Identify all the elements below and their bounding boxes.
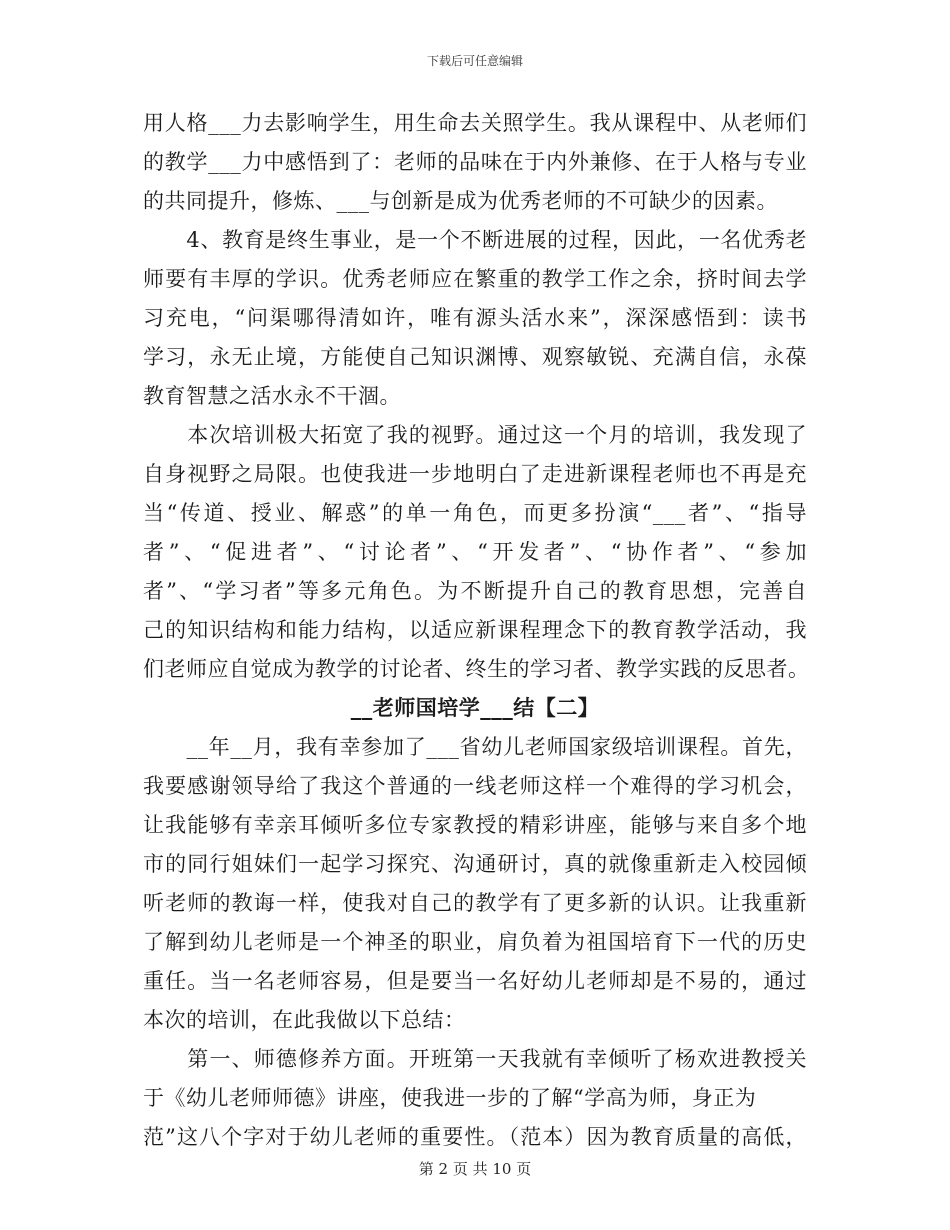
body-line: 者”、“促进者”、“讨论者”、“开发者”、“协作者”、“参加 (143, 540, 807, 564)
body-line: 己的知识结构和能力结构，以适应新课程理念下的教育教学活动，我 (143, 618, 807, 642)
body-line: 的共同提升，修炼、___与创新是成为优秀老师的不可缺少的因素。 (143, 189, 778, 213)
body-line: 于《幼儿老师师德》讲座，使我进一步的了解“学高为师，身正为 (143, 1086, 757, 1110)
body-line: 重任。当一名老师容易，但是要当一名好幼儿老师却是不易的，通过 (143, 969, 807, 993)
body-line: 当“传道、授业、解惑”的单一角色，而更多扮演“___者”、“指导 (143, 501, 807, 525)
section-title: __老师国培学___结【二】 (350, 696, 600, 720)
body-line: 自身视野之局限。也使我进一步地明白了走进新课程老师也不再是充 (143, 462, 807, 486)
body-line: 习充电，“问渠哪得清如许，唯有源头活水来”，深深感悟到：读书 (143, 306, 807, 330)
body-line: 们老师应自觉成为教学的讨论者、终生的学习者、教学实践的反思者。 (143, 657, 810, 681)
body-line: 学习，永无止境，方能使自己知识渊博、观察敏锐、充满自信，永葆 (143, 345, 807, 369)
body-line: 用人格___力去影响学生，用生命去关照学生。我从课程中、从老师们 (143, 111, 807, 135)
body-line: 教育智慧之活水永不干涸。 (143, 384, 401, 408)
body-line: __年__月，我有幸参加了___省幼儿老师国家级培训课程。首先， (143, 735, 807, 759)
body-line: 听老师的教诲一样，使我对自己的教学有了更多新的认识。让我重新 (143, 891, 807, 915)
body-line: 师要有丰厚的学识。优秀老师应在繁重的教学工作之余，挤时间去学 (143, 267, 807, 291)
body-line: 范”这八个字对于幼儿老师的重要性。（范本）因为教育质量的高低， (143, 1125, 807, 1149)
body-line: 的教学___力中感悟到了：老师的品味在于内外兼修、在于人格与专业 (143, 150, 807, 174)
body-line: 我要感谢领导给了我这个普通的一线老师这样一个难得的学习机会， (143, 774, 807, 798)
body-line: 本次的培训，在此我做以下总结： (143, 1008, 466, 1032)
document-body (143, 104, 810, 1157)
body-line: 第一、师德修养方面。开班第一天我就有幸倾听了杨欢进教授关 (143, 1047, 807, 1071)
body-line: 者”、“学习者”等多元角色。为不断提升自己的教育思想，完善自 (143, 579, 807, 603)
body-line: 市的同行姐妹们一起学习探究、沟通研讨，真的就像重新走入校园倾 (143, 852, 807, 876)
body-line: 本次培训极大拓宽了我的视野。通过这一个月的培训，我发现了 (143, 423, 807, 447)
body-line: 让我能够有幸亲耳倾听多位专家教授的精彩讲座，能够与来自多个地 (143, 813, 807, 837)
page-footer: 第 2 页 共 10 页 (418, 1160, 532, 1178)
body-line: 了解到幼儿老师是一个神圣的职业，肩负着为祖国培育下一代的历史 (143, 930, 807, 954)
body-line: 4、教育是终生事业，是一个不断进展的过程，因此，一名优秀老 (143, 228, 807, 252)
page-header: 下载后可任意编辑 (426, 54, 523, 68)
